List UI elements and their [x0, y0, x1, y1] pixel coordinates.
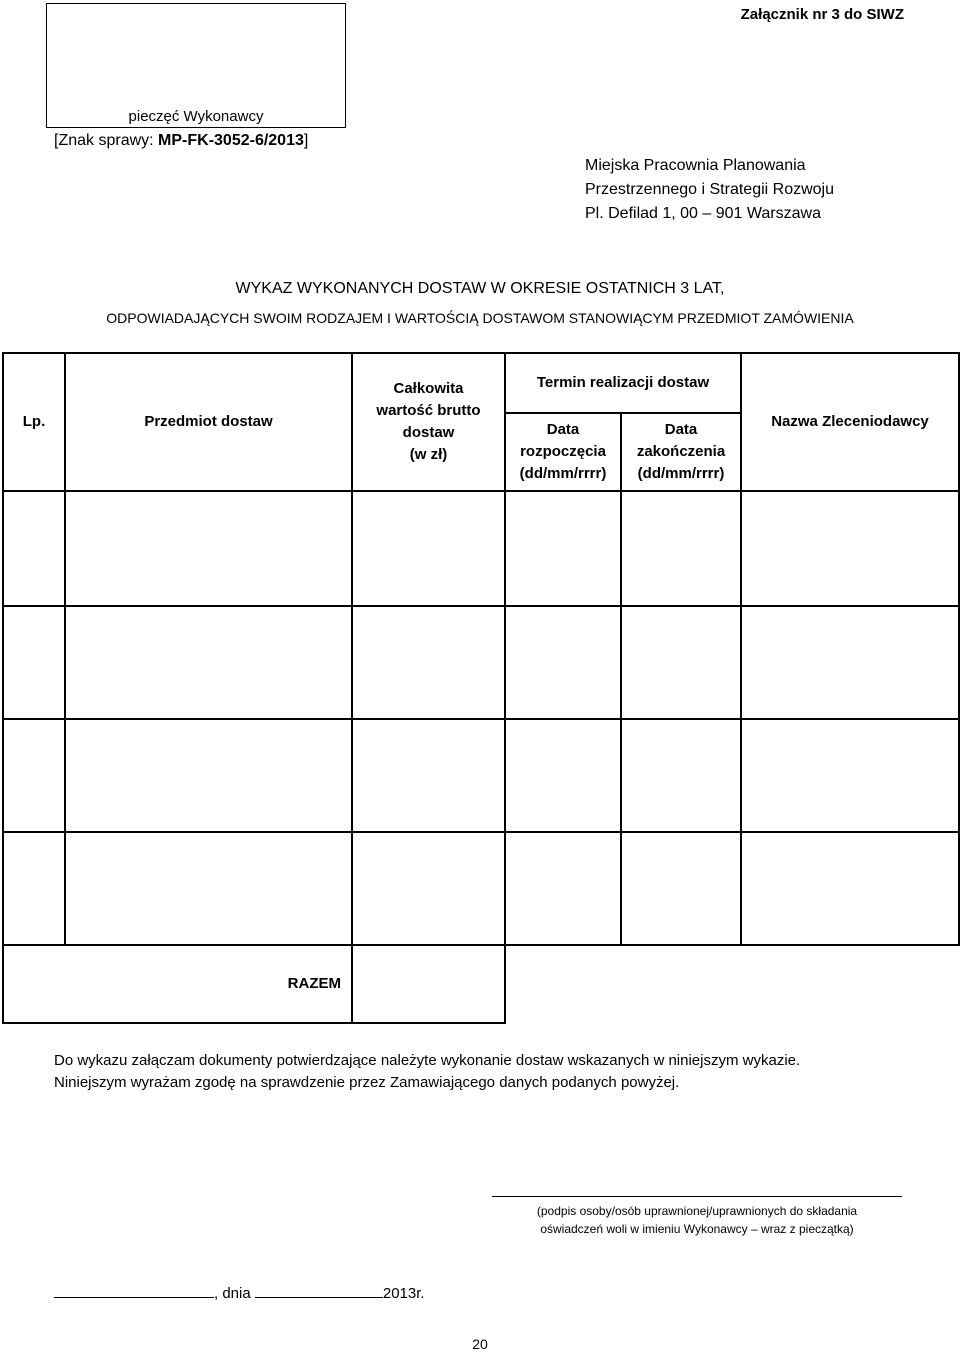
header-client: Nazwa Zleceniodawcy — [741, 353, 959, 491]
table-cell[interactable] — [65, 491, 352, 606]
table-cell[interactable] — [505, 491, 621, 606]
table-cell[interactable] — [505, 606, 621, 719]
document-subtitle: ODPOWIADAJĄCYCH SWOIM RODZAJEM I WARTOŚCIĄ DOSTAWOM STANOWIĄCYM PRZEDMIOT ZAMÓWIENIA — [106, 310, 854, 326]
addressee-block — [585, 154, 834, 226]
table-cell[interactable] — [352, 719, 505, 832]
table-row — [3, 719, 959, 832]
case-ref-number: MP-FK-3052-6/2013 — [158, 132, 304, 149]
table-cell[interactable] — [3, 491, 65, 606]
start-date-line-2: rozpoczęcia — [520, 443, 606, 460]
table-cell[interactable] — [3, 606, 65, 719]
document-title: WYKAZ WYKONANYCH DOSTAW W OKRESIE OSTATNICH 3 LAT, — [235, 280, 725, 297]
table-cell[interactable] — [741, 832, 959, 945]
start-date-line-3: (dd/mm/rrrr) — [519, 465, 607, 482]
case-reference — [54, 132, 308, 150]
table-cell[interactable] — [352, 491, 505, 606]
table-cell[interactable] — [65, 832, 352, 945]
table-cell[interactable] — [505, 832, 621, 945]
header-value-line-3: dostaw — [402, 424, 455, 441]
case-ref-prefix: [Znak sprawy: — [54, 132, 159, 149]
table-cell[interactable] — [741, 719, 959, 832]
addressee-line-3: Pl. Defilad 1, 00 – 901 Warszawa — [585, 205, 821, 222]
signature-caption-line-1: (podpis osoby/osób uprawnionej/uprawnionych do składania — [536, 1204, 858, 1218]
table-row — [3, 832, 959, 945]
table-cell[interactable] — [352, 606, 505, 719]
table-cell[interactable] — [65, 606, 352, 719]
start-date-line-1: Data — [546, 421, 580, 438]
comma-dnia: , dnia — [214, 1285, 255, 1302]
header-term: Termin realizacji dostaw — [505, 353, 741, 413]
case-ref-suffix: ] — [303, 132, 309, 149]
addressee-line-2: Przestrzennego i Strategii Rozwoju — [585, 181, 835, 198]
header-value-line-4: (w zł) — [409, 446, 448, 463]
table-row — [3, 491, 959, 606]
stamp-label: pieczęć Wykonawcy — [128, 108, 264, 125]
year-suffix: 2013r. — [382, 1285, 425, 1302]
end-date-line-3: (dd/mm/rrrr) — [637, 465, 725, 482]
table-cell[interactable] — [741, 491, 959, 606]
table-cell[interactable] — [3, 832, 65, 945]
total-empty — [505, 945, 959, 1023]
header-start-date — [505, 413, 621, 491]
place-blank[interactable] — [54, 1283, 214, 1298]
table-cell[interactable] — [621, 832, 741, 945]
table-cell[interactable] — [65, 719, 352, 832]
total-row — [3, 945, 959, 1023]
signature-line — [492, 1196, 902, 1197]
table-row — [3, 606, 959, 719]
header-total-value — [352, 353, 505, 491]
table-cell[interactable] — [352, 832, 505, 945]
table-cell[interactable] — [621, 606, 741, 719]
attachment-note-line-1: Do wykazu załączam dokumenty potwierdzające należyte wykonanie dostaw wskazanych w niniejszym wykazie. — [54, 1052, 801, 1069]
end-date-line-2: zakończenia — [636, 443, 726, 460]
total-value-cell[interactable] — [352, 945, 505, 1023]
total-label: RAZEM — [3, 945, 352, 1023]
header-end-date — [621, 413, 741, 491]
header-value-line-1: Całkowita — [393, 380, 464, 397]
page-number: 20 — [472, 1336, 488, 1352]
annex-label: Załącznik nr 3 do SIWZ — [740, 6, 904, 23]
date-blank[interactable] — [255, 1283, 383, 1298]
header-subject: Przedmiot dostaw — [65, 353, 352, 491]
header-lp: Lp. — [3, 353, 65, 491]
signature-caption — [492, 1202, 902, 1238]
addressee-line-1: Miejska Pracownia Planowania — [585, 157, 806, 174]
deliveries-table — [2, 352, 960, 1024]
table-cell[interactable] — [621, 719, 741, 832]
place-date-line — [54, 1283, 425, 1302]
table-cell[interactable] — [505, 719, 621, 832]
signature-caption-line-2: oświadczeń woli w imieniu Wykonawcy – wraz z pieczątką) — [540, 1222, 854, 1236]
table-cell[interactable] — [741, 606, 959, 719]
attachment-note — [54, 1050, 800, 1094]
table-cell[interactable] — [621, 491, 741, 606]
header-value-line-2: wartość brutto — [376, 402, 481, 419]
attachment-note-line-2: Niniejszym wyrażam zgodę na sprawdzenie przez Zamawiającego danych podanych powyżej. — [54, 1074, 680, 1091]
table-cell[interactable] — [3, 719, 65, 832]
end-date-line-1: Data — [664, 421, 698, 438]
